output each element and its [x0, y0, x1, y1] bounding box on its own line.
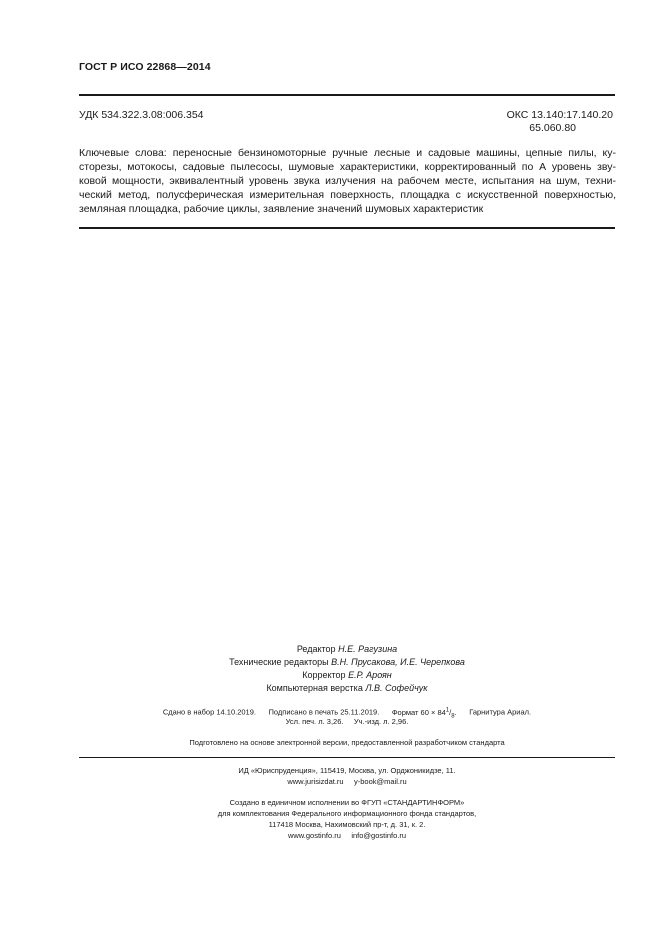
tech-editors-line — [79, 656, 615, 669]
printed-sheets: Усл. печ. л. 3,26. — [285, 717, 344, 726]
editor-label: Редактор — [296, 644, 336, 654]
corrector-label: Корректор — [302, 670, 346, 680]
editor-name: Н.Е. Рагузина — [338, 644, 398, 654]
layout-label: Компьютерная верстка — [266, 683, 363, 693]
keywords-line: Ключевые слова: переносные бензиномоторные ручные лесные и садовые машины, цепные пилы, ку- — [79, 147, 616, 159]
standartinform-address: 117418 Москва, Нахимовский пр-т, д. 31, к. 2. — [268, 820, 426, 829]
publication-sheets: Уч.-изд. л. 2,96. — [353, 717, 409, 726]
signed-date: Подписано в печать 25.11.2019. — [268, 707, 380, 717]
gostinfo-email[interactable]: info@gostinfo.ru — [351, 831, 407, 840]
oks-line-1: ОКС 13.140:17.140.20 — [506, 109, 613, 121]
publisher-divider — [79, 757, 615, 758]
keywords-block — [79, 146, 616, 216]
publisher-website[interactable]: www.jurisizdat.ru — [287, 777, 344, 786]
keywords-divider — [79, 227, 615, 229]
udk-code: УДК 534.322.3.08:006.354 — [79, 109, 204, 121]
created-line-1: Создано в единичном исполнении во ФГУП «СТАНДАРТИНФОРМ» — [229, 798, 465, 807]
prepared-note: Подготовлено на основе электронной версии, предоставленной разработчиком стандарта — [189, 738, 505, 747]
publisher-address: ИД «Юриспруденция», 115419, Москва, ул. Орджоникидзе, 11. — [238, 766, 456, 775]
corrector-name: Е.Р. Ароян — [348, 670, 392, 680]
tech-editors-label: Технические редакторы — [229, 657, 329, 667]
print-info-line-2 — [79, 717, 615, 726]
credits-block — [79, 643, 615, 695]
publisher-email[interactable]: y-book@mail.ru — [354, 777, 407, 786]
gostinfo-website[interactable]: www.gostinfo.ru — [287, 831, 341, 840]
corrector-line — [79, 669, 615, 682]
standartinform-contacts — [79, 830, 615, 841]
keywords-line: земляная площадка, рабочие циклы, заявление значений шумовых характеристик — [79, 203, 484, 215]
editor-line — [79, 643, 615, 656]
keywords-line: сторезы, мотокосы, садовые пылесосы, шумовые характеристики, корректированный по А уровень зву- — [79, 161, 616, 173]
paper-format: Формат $60 \times 84^1/_8$. — [391, 707, 457, 719]
layout-name: Л.В. Софейчук — [365, 683, 428, 693]
publisher-contacts — [79, 776, 615, 787]
keywords-line: ковой мощности, эквивалентный уровень звука излучения на рабочем месте, испытания на шум, техни- — [79, 175, 616, 187]
tech-editors-names: В.Н. Прусакова, И.Е. Черепкова — [331, 657, 465, 667]
top-divider — [79, 94, 615, 96]
layout-line — [79, 682, 615, 695]
font-family-note: Гарнитура Ариал. — [469, 707, 532, 717]
standard-code: ГОСТ Р ИСО 22868—2014 — [79, 61, 211, 73]
keywords-line: ческий метод, полусферическая измерительная поверхность, площадка с искусственной поверхностью, — [79, 189, 616, 201]
publisher-block — [79, 765, 615, 841]
oks-line-2: 65.060.80 — [529, 122, 576, 134]
submitted-date: Сдано в набор 14.10.2019. — [162, 707, 256, 717]
created-line-2: для комплектования Федерального информационного фонда стандартов, — [217, 809, 477, 818]
oks-code — [440, 109, 613, 135]
